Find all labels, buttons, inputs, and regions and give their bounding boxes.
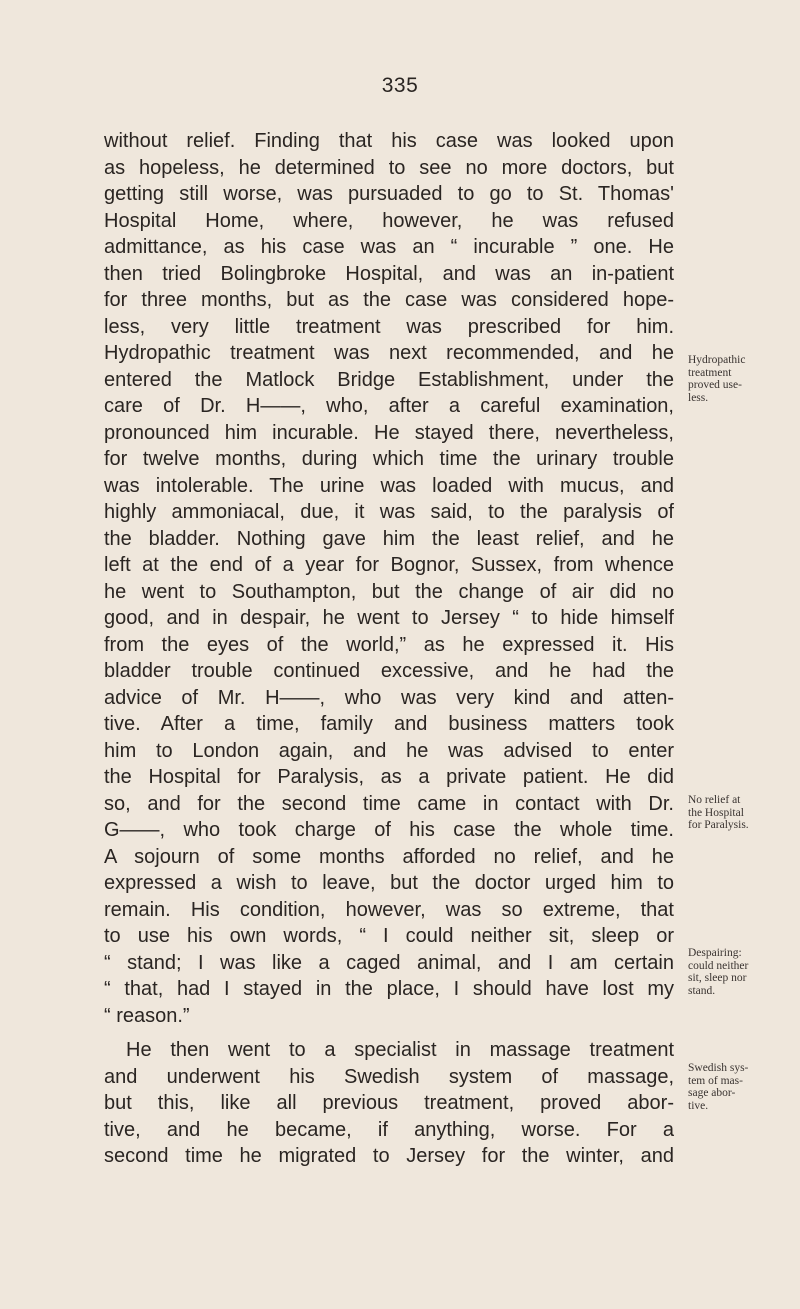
margin-note-line: stand.	[688, 984, 716, 997]
margin-note-line: treatment	[688, 366, 732, 379]
margin-note-line: sit, sleep nor	[688, 972, 747, 984]
text-line: for three months, but as the case was considered hope-	[104, 289, 674, 311]
text-line: Hospital Home, where, however, he was refused	[104, 209, 674, 232]
margin-note-line: No relief at	[688, 794, 741, 806]
text-line: the Hospital for Paralysis, as a private patient. He did	[104, 766, 674, 788]
text-line: tive, and he became, if anything, worse. For a	[104, 1118, 674, 1141]
margin-note-line: Hydropathic	[688, 354, 746, 366]
margin-note-line: Swedish sys-	[688, 1062, 749, 1074]
text-line: pronounced him incurable. He stayed there, nevertheless,	[104, 421, 674, 444]
text-line: good, and in despair, he went to Jersey “ to hide himself	[104, 607, 674, 629]
page-number: 335	[381, 74, 419, 97]
text-line: care of Dr. H——, who, after a careful examination,	[104, 395, 674, 417]
text-line: so, and for the second time came in contact with Dr.	[104, 792, 674, 815]
margin-note-line: Despairing:	[688, 947, 742, 959]
text-line: remain. His condition, however, was so extreme, that	[104, 898, 674, 921]
text-line: him to London again, and he was advised to enter	[104, 739, 674, 762]
paragraph-1	[104, 128, 674, 1029]
text-line: expressed a wish to leave, but the doctor urged him to	[104, 872, 674, 894]
margin-note-hydropathic	[688, 354, 798, 404]
body-text	[104, 128, 674, 1170]
text-line: from the eyes of the world,” as he expressed it. His	[104, 633, 674, 656]
margin-note-line: the Hospital	[688, 806, 744, 819]
text-line: then tried Bolingbroke Hospital, and was an in-patient	[104, 262, 674, 285]
paragraph-gap	[104, 1029, 674, 1037]
text-line: “ stand; I was like a caged animal, and I am certain	[104, 951, 674, 974]
text-line: to use his own words, “ I could neither sit, sleep or	[104, 925, 674, 947]
text-line: and underwent his Swedish system of massage,	[104, 1065, 674, 1088]
margin-note-line: sage abor-	[688, 1087, 736, 1099]
text-line: advice of Mr. H——, who was very kind and atten-	[104, 686, 674, 709]
margin-note-line: less.	[688, 391, 709, 404]
margin-note-line: for Paralysis.	[688, 819, 749, 831]
text-line: entered the Matlock Bridge Establishment, under the	[104, 368, 674, 391]
text-line: second time he migrated to Jersey for the winter, and	[104, 1145, 674, 1167]
margin-note-line: tive.	[688, 1099, 709, 1112]
text-line: bladder trouble continued excessive, and he had the	[104, 660, 674, 682]
margin-note-line: proved use-	[688, 379, 742, 391]
text-line: highly ammoniacal, due, it was said, to the paralysis of	[104, 501, 674, 523]
text-line: without relief. Finding that his case was looked upon	[104, 130, 674, 152]
margin-note-despairing	[688, 947, 798, 997]
text-line: but this, like all previous treatment, proved abor-	[104, 1092, 674, 1114]
text-line: getting still worse, was pursuaded to go to St. Thomas'	[104, 183, 674, 205]
text-line: G——, who took charge of his case the whole time.	[104, 819, 674, 841]
text-line: the bladder. Nothing gave him the least relief, and he	[104, 527, 674, 550]
margin-note-no-relief	[688, 794, 798, 832]
text-line: he went to Southampton, but the change of air did no	[104, 580, 674, 603]
text-line: less, very little treatment was prescribed for him.	[104, 315, 674, 338]
paragraph-2	[104, 1037, 674, 1170]
margin-note-line: could neither	[688, 959, 749, 972]
text-line: “ that, had I stayed in the place, I should have lost my	[104, 978, 674, 1000]
text-line: for twelve months, during which time the urinary trouble	[104, 448, 674, 470]
text-line: He then went to a specialist in massage treatment	[126, 1039, 674, 1061]
text-line: as hopeless, he determined to see no more doctors, but	[104, 156, 674, 179]
text-line: “ reason.”	[104, 1004, 190, 1027]
text-line: admittance, as his case was an “ incurable ” one. He	[104, 236, 674, 258]
text-line: was intolerable. The urine was loaded with mucus, and	[104, 474, 674, 497]
text-line: tive. After a time, family and business matters took	[104, 713, 674, 735]
text-line: A sojourn of some months afforded no relief, and he	[104, 845, 674, 868]
margin-note-swedish	[688, 1062, 798, 1112]
text-line: Hydropathic treatment was next recommended, and he	[104, 342, 674, 364]
margin-note-line: tem of mas-	[688, 1074, 743, 1087]
text-line: left at the end of a year for Bognor, Sussex, from whence	[104, 554, 674, 576]
